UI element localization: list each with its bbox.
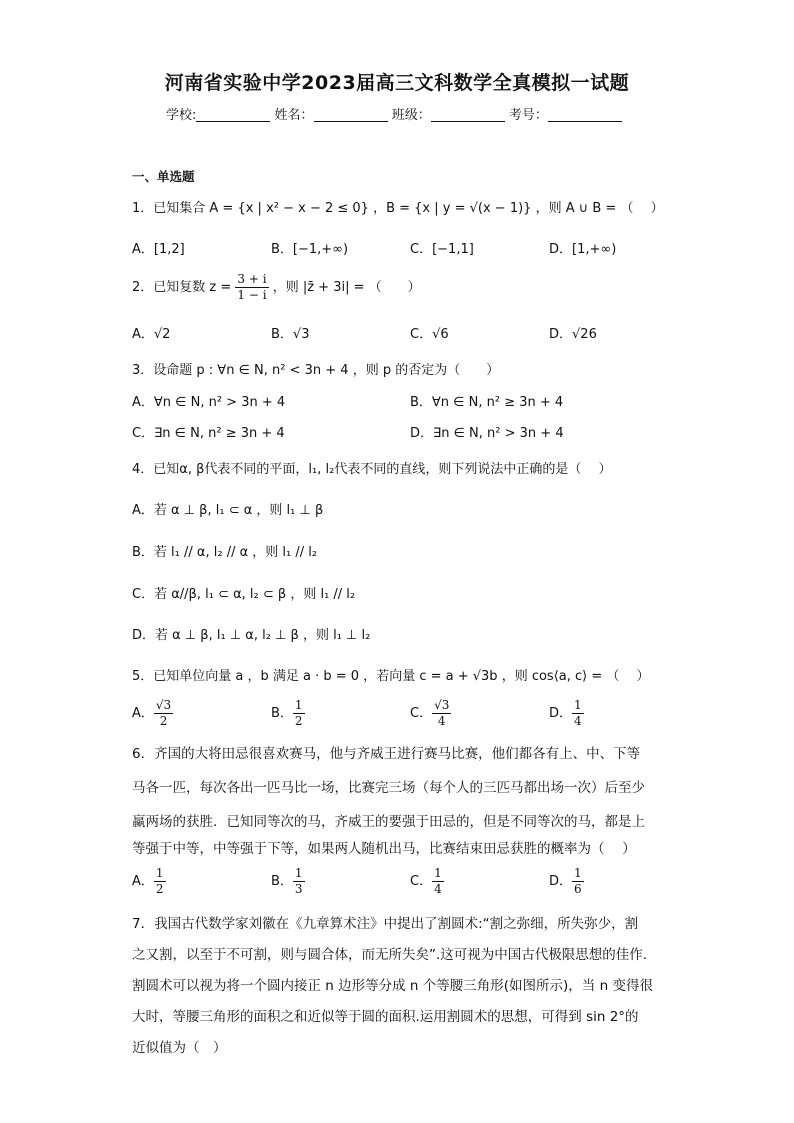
q2-option-d: D．√26 — [549, 327, 597, 342]
q5-option-b-fraction — [293, 698, 305, 729]
q6-option-c-label: C． — [410, 874, 433, 889]
q2-fraction — [235, 272, 268, 303]
q5-option-b — [271, 698, 305, 729]
q3-option-b: B．∀n ∈ N, n² ≥ 3n + 4 — [410, 395, 564, 410]
q5-option-c-label: C． — [410, 706, 433, 721]
school-blank[interactable] — [196, 107, 270, 122]
question-2-stem — [132, 272, 421, 303]
q6-option-a — [132, 866, 166, 897]
q2-stem-post: ，则 |z̄ + 3i| = （ ） — [272, 280, 421, 295]
q6-option-b-fraction — [293, 866, 305, 897]
q6-option-d-label: D． — [549, 874, 573, 889]
denominator: 6 — [574, 882, 582, 896]
q4-option-b: B．若 l₁ // α, l₂ // α ，则 l₁ // l₂ — [132, 545, 318, 560]
name-label: 姓名： — [274, 108, 314, 123]
q5-option-b-label: B． — [271, 706, 293, 721]
numerator: √3 — [434, 698, 450, 712]
q2-option-c: C．√6 — [410, 327, 449, 342]
question-6-line-1: 6．齐国的大将田忌很喜欢赛马，他与齐威王进行赛马比赛，他们都各有上、中、下等 — [132, 746, 641, 762]
q2-fraction-denominator: 1 − i — [237, 288, 267, 302]
numerator: 1 — [294, 698, 303, 712]
question-5-stem: 5．已知单位向量 a ，b 满足 a · b = 0 ，若向量 c = a + √3b ，则 cos⟨a, c⟩ = （ ） — [132, 669, 650, 684]
name-blank[interactable] — [314, 107, 388, 122]
q2-option-a: A．√2 — [132, 327, 171, 342]
q2-stem-pre: 2．已知复数 z = — [132, 280, 232, 295]
denominator: 4 — [434, 882, 442, 896]
q6-option-b — [271, 866, 305, 897]
numerator: 1 — [434, 866, 442, 880]
q1-option-b: B．[−1,+∞) — [271, 242, 349, 257]
numerator: √3 — [155, 698, 172, 712]
q1-option-c: C．[−1,1] — [410, 242, 474, 257]
denominator: 3 — [294, 882, 303, 896]
q6-option-a-label: A． — [132, 874, 154, 889]
q3-option-a: A．∀n ∈ N, n² > 3n + 4 — [132, 395, 286, 410]
exam-no-blank[interactable] — [548, 107, 622, 122]
numerator: 1 — [294, 866, 303, 880]
q6-option-d-fraction — [572, 866, 584, 897]
q5-option-d-label: D． — [549, 706, 573, 721]
q2-fraction-numerator: 3 + i — [237, 272, 267, 286]
q6-option-b-label: B． — [271, 874, 293, 889]
question-7-line-4: 大时，等腰三角形的面积之和近似等于圆的面积.运用割圆术的思想，可得到 sin 2°的 — [132, 1009, 639, 1025]
denominator: 2 — [294, 714, 303, 728]
numerator: 1 — [574, 866, 582, 880]
question-7-line-2: 之又割，以至于不可割，则与圆合体，而无所失矣”.这可视为中国古代极限思想的佳作. — [132, 947, 648, 963]
q5-option-a — [132, 698, 173, 729]
q5-option-d-fraction — [572, 698, 584, 729]
question-3-stem: 3．设命题 p : ∀n ∈ N, n² < 3n + 4 ，则 p 的否定为（ ） — [132, 363, 500, 378]
q4-option-a: A．若 α ⊥ β, l₁ ⊂ α ，则 l₁ ⊥ β — [132, 503, 324, 518]
q4-option-d: D．若 α ⊥ β, l₁ ⊥ α, l₂ ⊥ β ，则 l₁ ⊥ l₂ — [132, 628, 371, 643]
school-label: 学校: — [166, 108, 197, 123]
q5-option-d — [549, 698, 584, 729]
q2-option-b: B．√3 — [271, 327, 310, 342]
section-heading: 一、单选题 — [132, 169, 195, 184]
q5-option-c — [410, 698, 451, 729]
question-7-line-3: 割圆术可以视为将一个圆内接正 n 边形等分成 n 个等腰三角形(如图所示)，当 n 变得很 — [132, 978, 653, 994]
numerator: 1 — [155, 866, 164, 880]
denominator: 2 — [155, 882, 164, 896]
numerator: 1 — [574, 698, 582, 712]
question-7-line-5: 近似值为（ ） — [132, 1040, 227, 1056]
question-1-stem: 1．已知集合 A = {x | x² − x − 2 ≤ 0} ，B = {x | y = √(x − 1)} ，则 A ∪ B = （ ） — [132, 201, 664, 216]
question-6-line-4: 等强于中等，中等强于下等，如果两人随机出马，比赛结束田忌获胜的概率为（ ） — [132, 841, 636, 857]
q5-option-a-label: A． — [132, 706, 154, 721]
q1-option-d: D．[1,+∞) — [549, 242, 617, 257]
question-7-line-1: 7．我国古代数学家刘徽在《九章算术注》中提出了割圆术:“割之弥细，所失弥少，割 — [132, 916, 639, 932]
q3-option-d: D．∃n ∈ N, n² > 3n + 4 — [410, 426, 564, 441]
q6-option-c-fraction — [432, 866, 444, 897]
q5-option-a-fraction — [154, 698, 173, 729]
q6-option-d — [549, 866, 584, 897]
question-6-line-2: 马各一匹，每次各出一匹马比一场，比赛完三场（每个人的三匹马都出场一次）后至少 — [132, 780, 645, 796]
exam-no-label: 考号： — [508, 108, 548, 123]
question-6-line-3: 赢两场的获胜．已知同等次的马，齐威王的要强于田忌的，但是不同等次的马，都是上 — [132, 814, 645, 830]
page-title: 河南省实验中学2023届高三文科数学全真模拟一试题 — [164, 72, 630, 94]
question-4-stem: 4．已知α, β代表不同的平面，l₁, l₂代表不同的直线，则下列说法中正确的是（ ） — [132, 462, 612, 477]
class-label: 班级： — [391, 108, 431, 123]
denominator: 2 — [159, 714, 168, 728]
q6-option-c — [410, 866, 444, 897]
student-info-row — [166, 104, 622, 123]
class-blank[interactable] — [431, 107, 505, 122]
q6-option-a-fraction — [154, 866, 166, 897]
q5-option-c-fraction — [432, 698, 451, 729]
denominator: 4 — [437, 714, 446, 728]
q3-option-c: C．∃n ∈ N, n² ≥ 3n + 4 — [132, 426, 285, 441]
q4-option-c: C．若 α//β, l₁ ⊂ α, l₂ ⊂ β ，则 l₁ // l₂ — [132, 587, 356, 602]
denominator: 4 — [574, 714, 582, 728]
q1-option-a: A．[1,2] — [132, 242, 185, 257]
